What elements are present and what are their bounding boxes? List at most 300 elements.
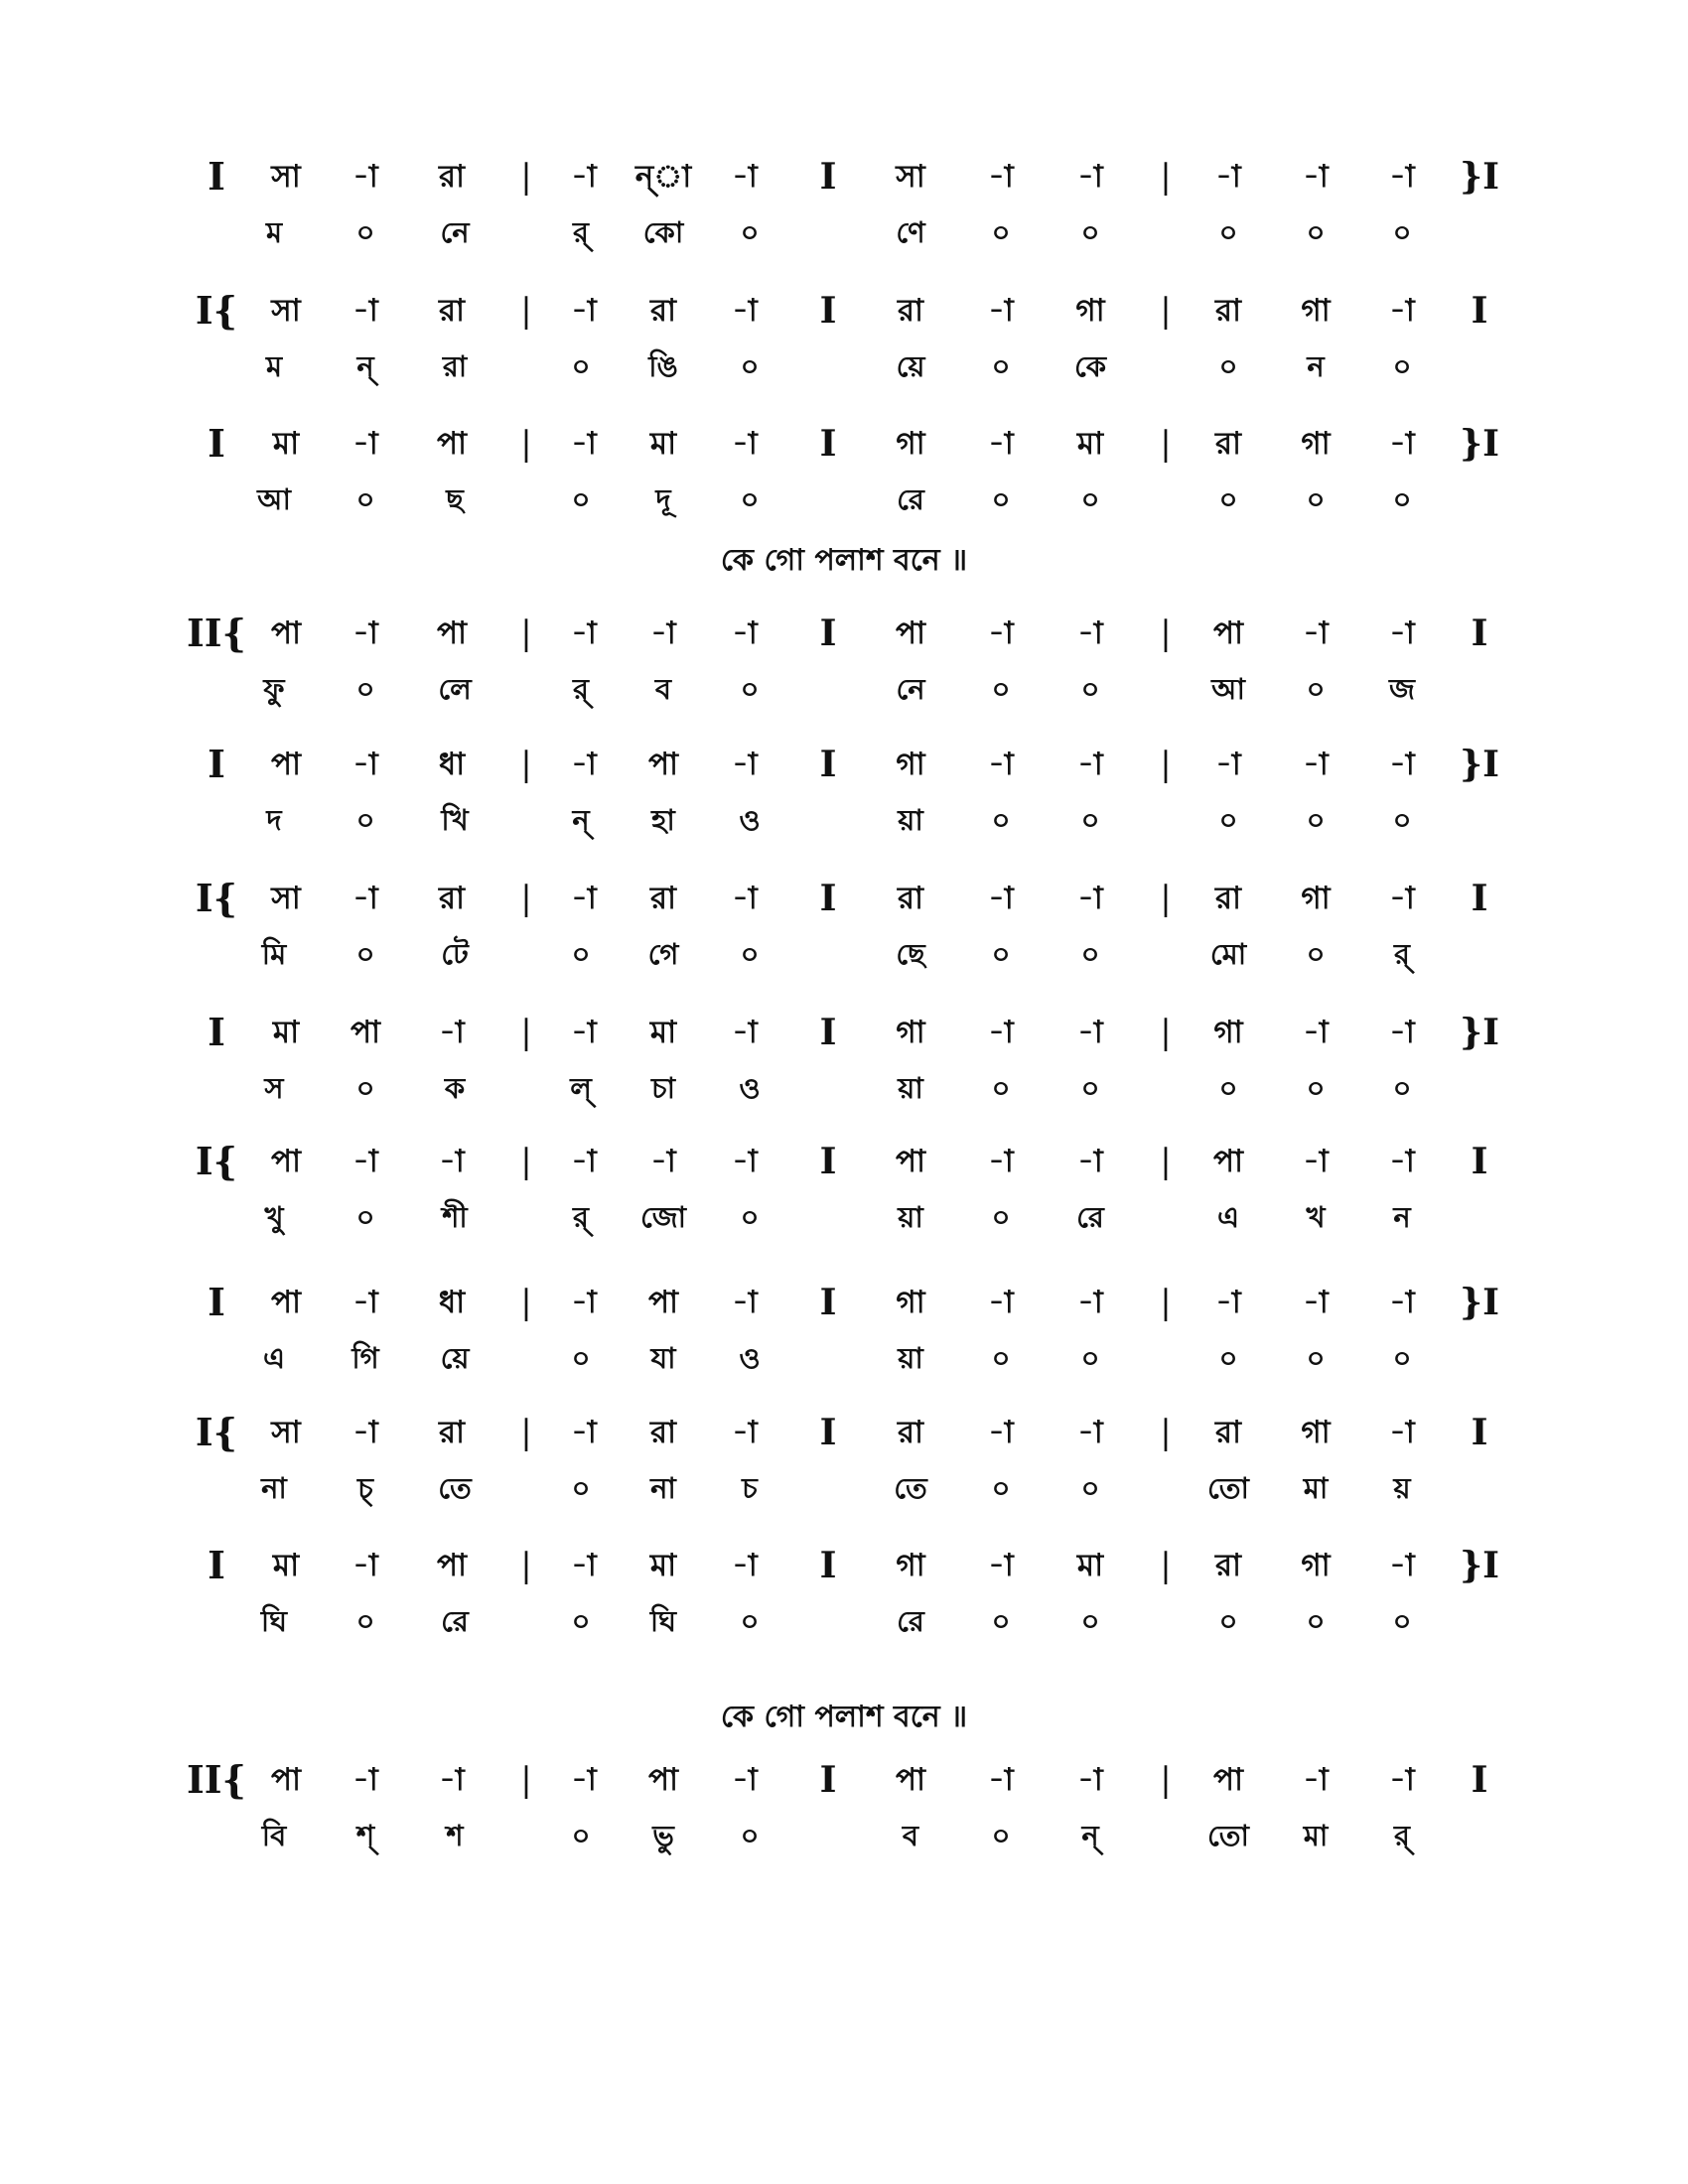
swara-note: -া xyxy=(732,293,758,329)
notation-system xyxy=(0,288,1688,390)
swara-note: -া xyxy=(571,159,597,195)
swara-note: -া xyxy=(732,881,758,916)
lyric-syllable: ০ xyxy=(991,349,1011,383)
lyric-syllable: র্ xyxy=(1394,1819,1410,1852)
notation-system xyxy=(0,742,1688,844)
end-barline: }I xyxy=(1460,744,1499,785)
lyric-syllable: ০ xyxy=(1306,672,1326,706)
lyric-syllable: ০ xyxy=(991,672,1011,706)
swara-note: -া xyxy=(1303,159,1329,195)
notation-system xyxy=(0,1010,1688,1112)
swara-note: গা xyxy=(1301,1548,1331,1583)
swara-note: গা xyxy=(896,426,925,462)
lyric-syllable: য়া xyxy=(898,1071,923,1105)
swara-note: গা xyxy=(896,747,925,782)
start-barline: I xyxy=(208,421,225,466)
beat-divider: | xyxy=(1160,879,1172,918)
beat-divider: | xyxy=(520,1142,532,1181)
lyric-syllable: ০ xyxy=(1080,215,1100,249)
start-barline: I xyxy=(208,154,225,199)
notation-system xyxy=(0,876,1688,978)
lyric-syllable: আ xyxy=(1211,672,1245,706)
swara-note: -া xyxy=(1389,426,1415,462)
swara-note: -া xyxy=(1303,747,1329,782)
swara-note: -া xyxy=(352,1762,378,1798)
lyric-syllable: তে xyxy=(894,1471,927,1505)
swara-note: -া xyxy=(352,1548,378,1583)
swara-note: -া xyxy=(988,293,1014,329)
lyric-syllable: ০ xyxy=(1306,937,1326,971)
lyric-syllable: শী xyxy=(442,1200,468,1234)
lyric-syllable: ০ xyxy=(1392,215,1412,249)
lyric-syllable: রে xyxy=(441,1604,469,1638)
swara-note: -া xyxy=(988,1285,1014,1320)
start-barline: I xyxy=(208,1543,225,1587)
notation-system xyxy=(0,154,1688,256)
swara-note: ন্া xyxy=(634,159,692,195)
swara-note: -া xyxy=(1077,747,1103,782)
section-barline: I xyxy=(819,1759,837,1801)
section-barline: I xyxy=(819,290,837,332)
swara-note: -া xyxy=(571,293,597,329)
end-barline: I xyxy=(1471,1759,1488,1801)
swara-note: -া xyxy=(1077,1762,1103,1798)
lyric-syllable: ০ xyxy=(1306,1341,1326,1375)
section-barline: I xyxy=(819,1012,837,1053)
beat-divider: | xyxy=(1160,1546,1172,1585)
beat-divider: | xyxy=(1160,291,1172,331)
beat-divider: | xyxy=(520,879,532,918)
swara-note: -া xyxy=(1077,1015,1103,1050)
swara-note: -া xyxy=(439,1762,465,1798)
swara-note: সা xyxy=(271,293,301,329)
lyric-syllable: চ xyxy=(742,1471,758,1505)
swara-note: রা xyxy=(1214,881,1242,916)
swara-note: রা xyxy=(438,1415,466,1450)
swara-note: পা xyxy=(270,1762,302,1798)
swara-note: গা xyxy=(1301,293,1331,329)
lyric-syllable: ও xyxy=(739,1341,761,1375)
lyric-syllable: যা xyxy=(650,1341,676,1375)
swara-note: রা xyxy=(1214,293,1242,329)
lyric-syllable: খু xyxy=(264,1200,284,1234)
lyric-syllable: ০ xyxy=(740,937,760,971)
section-barline: I xyxy=(819,423,837,465)
lyric-syllable: ০ xyxy=(1080,482,1100,516)
lyric-syllable: ০ xyxy=(740,215,760,249)
swara-note: পা xyxy=(1212,1144,1244,1179)
swara-note: পা xyxy=(1212,615,1244,651)
lyric-syllable: ০ xyxy=(355,482,375,516)
lyric-syllable: মো xyxy=(1209,937,1247,971)
beat-divider: | xyxy=(1160,157,1172,197)
swara-note: -া xyxy=(732,1015,758,1050)
swara-note: রা xyxy=(438,293,466,329)
lyric-syllable: ০ xyxy=(740,1819,760,1852)
lyric-syllable: ছে xyxy=(896,937,925,971)
swara-note: -া xyxy=(988,1762,1014,1798)
lyric-syllable: শ্ xyxy=(355,1819,375,1852)
lyric-syllable: ০ xyxy=(355,937,375,971)
end-barline: I xyxy=(1471,613,1488,654)
swara-note: -া xyxy=(988,159,1014,195)
lyric-syllable: ০ xyxy=(1218,1604,1238,1638)
lyric-syllable: শ xyxy=(446,1819,464,1852)
lyric-syllable: খি xyxy=(441,803,469,837)
beat-divider: | xyxy=(1160,1142,1172,1181)
beat-divider: | xyxy=(520,1760,532,1800)
swara-note: -া xyxy=(352,159,378,195)
swara-note: রা xyxy=(897,1415,924,1450)
lyric-syllable: ০ xyxy=(1392,482,1412,516)
beat-divider: | xyxy=(520,157,532,197)
swara-note: গা xyxy=(896,1015,925,1050)
lyric-syllable: য়া xyxy=(898,803,923,837)
swara-note: -া xyxy=(732,1285,758,1320)
section-barline: I xyxy=(819,1412,837,1453)
swara-note: -া xyxy=(1389,1548,1415,1583)
swara-note: পা xyxy=(436,1548,468,1583)
section-barline: I xyxy=(819,1141,837,1182)
swara-note: সা xyxy=(271,1415,301,1450)
lyric-syllable: ০ xyxy=(1080,803,1100,837)
swara-note: -া xyxy=(732,1144,758,1179)
swara-note: -া xyxy=(732,1415,758,1450)
lyric-syllable: র্ xyxy=(573,1200,589,1234)
lyric-syllable: ০ xyxy=(1218,215,1238,249)
lyric-syllable: রে xyxy=(897,482,924,516)
lyric-syllable: ০ xyxy=(1392,1341,1412,1375)
lyric-syllable: ০ xyxy=(1306,1604,1326,1638)
lyric-syllable: ০ xyxy=(571,1604,591,1638)
lyric-syllable: তো xyxy=(1207,1471,1249,1505)
lyric-syllable: আ xyxy=(257,482,291,516)
lyric-syllable: ০ xyxy=(991,1200,1011,1234)
swara-note: -া xyxy=(571,1015,597,1050)
swara-note: -া xyxy=(352,1415,378,1450)
swara-note: -া xyxy=(732,426,758,462)
beat-divider: | xyxy=(1160,1760,1172,1800)
beat-divider: | xyxy=(1160,1413,1172,1452)
swara-note: পা xyxy=(436,426,468,462)
lyric-syllable: চা xyxy=(650,1071,676,1105)
notation-system xyxy=(0,421,1688,523)
swara-note: -া xyxy=(1077,1415,1103,1450)
swara-note: -া xyxy=(352,881,378,916)
swara-note: -া xyxy=(1389,293,1415,329)
lyric-syllable: কে xyxy=(1073,349,1107,383)
lyric-syllable: ০ xyxy=(1392,349,1412,383)
end-barline: }I xyxy=(1460,156,1499,198)
lyric-syllable: ০ xyxy=(355,215,375,249)
swara-note: ধা xyxy=(438,747,466,782)
section-barline: I xyxy=(819,613,837,654)
swara-note: পা xyxy=(647,1285,679,1320)
beat-divider: | xyxy=(520,291,532,331)
swara-note: -া xyxy=(1389,881,1415,916)
swara-note: -া xyxy=(1077,615,1103,651)
swara-note: -া xyxy=(571,1415,597,1450)
lyric-syllable: ০ xyxy=(991,937,1011,971)
lyric-syllable: টে xyxy=(441,937,469,971)
swara-note: পা xyxy=(270,747,302,782)
start-barline: II{ xyxy=(187,1757,246,1802)
lyric-syllable: ল্ xyxy=(570,1071,592,1105)
swara-note: -া xyxy=(571,747,597,782)
lyric-syllable: ০ xyxy=(991,1341,1011,1375)
lyric-syllable: ০ xyxy=(571,937,591,971)
lyric-syllable: ০ xyxy=(1218,1071,1238,1105)
lyric-syllable: য়ে xyxy=(896,349,925,383)
beat-divider: | xyxy=(1160,424,1172,464)
swara-note: -া xyxy=(988,426,1014,462)
swara-note: রা xyxy=(897,293,924,329)
swara-note: পা xyxy=(1212,1762,1244,1798)
swara-note: -া xyxy=(571,1762,597,1798)
lyric-syllable: ম xyxy=(265,349,283,383)
swara-note: রা xyxy=(438,159,466,195)
swara-note: রা xyxy=(897,881,924,916)
lyric-syllable: ০ xyxy=(740,349,760,383)
lyric-syllable: য়া xyxy=(898,1200,923,1234)
beat-divider: | xyxy=(1160,745,1172,784)
lyric-syllable: ০ xyxy=(571,1819,591,1852)
start-barline: I xyxy=(208,1280,225,1324)
swara-note: রা xyxy=(649,293,677,329)
section-barline: I xyxy=(819,156,837,198)
swara-note: পা xyxy=(895,1762,926,1798)
lyric-syllable: ন্ xyxy=(1081,1819,1099,1852)
swara-note: -া xyxy=(650,1144,676,1179)
beat-divider: | xyxy=(520,1013,532,1052)
swara-note: -া xyxy=(1389,159,1415,195)
swara-note: -া xyxy=(1389,1762,1415,1798)
beat-divider: | xyxy=(1160,1283,1172,1322)
swara-note: সা xyxy=(896,159,925,195)
lyric-syllable: দ xyxy=(266,803,282,837)
lyric-syllable: না xyxy=(650,1471,676,1505)
lyric-syllable: ০ xyxy=(1392,803,1412,837)
section-barline: I xyxy=(819,878,837,919)
swara-note: -া xyxy=(1077,159,1103,195)
lyric-syllable: ও xyxy=(739,803,761,837)
lyric-syllable: নে xyxy=(896,672,925,706)
swara-note: -া xyxy=(571,1285,597,1320)
swara-note: -া xyxy=(1389,1415,1415,1450)
notation-system xyxy=(0,1757,1688,1859)
swara-note: পা xyxy=(270,1144,302,1179)
swara-note: -া xyxy=(1077,1144,1103,1179)
lyric-syllable: মা xyxy=(1303,1471,1329,1505)
swara-note: রা xyxy=(649,881,677,916)
lyric-syllable: ০ xyxy=(1306,215,1326,249)
swara-note: -া xyxy=(352,747,378,782)
beat-divider: | xyxy=(520,745,532,784)
swara-note: পা xyxy=(270,1285,302,1320)
lyric-syllable: রে xyxy=(1076,1200,1104,1234)
lyric-syllable: ০ xyxy=(571,1471,591,1505)
lyric-syllable: ন্ xyxy=(572,803,590,837)
swara-note: মা xyxy=(649,1015,677,1050)
swara-note: পা xyxy=(270,615,302,651)
lyric-syllable: ০ xyxy=(740,672,760,706)
beat-divider: | xyxy=(520,1413,532,1452)
lyric-syllable: র্ xyxy=(1394,937,1410,971)
swara-note: -া xyxy=(732,159,758,195)
swara-note: রা xyxy=(438,881,466,916)
lyric-syllable: জো xyxy=(639,1200,687,1234)
beat-divider: | xyxy=(1160,1013,1172,1052)
section-barline: I xyxy=(819,1545,837,1586)
swara-note: রা xyxy=(1214,1415,1242,1450)
refrain-line: কে গো পলাশ বনে ॥ xyxy=(720,1700,968,1734)
swara-note: -া xyxy=(352,426,378,462)
lyric-syllable: ম xyxy=(265,215,283,249)
notation-system xyxy=(0,1280,1688,1382)
lyric-syllable: ০ xyxy=(740,482,760,516)
lyric-syllable: ০ xyxy=(740,1200,760,1234)
swara-note: -া xyxy=(988,615,1014,651)
swara-note: -া xyxy=(732,747,758,782)
swara-note: -া xyxy=(352,293,378,329)
lyric-syllable: ০ xyxy=(1218,1341,1238,1375)
lyric-syllable: স xyxy=(264,1071,284,1105)
swara-note: গা xyxy=(896,1285,925,1320)
lyric-syllable: ০ xyxy=(1080,672,1100,706)
swara-note: -া xyxy=(1215,1285,1241,1320)
swara-note: -া xyxy=(1303,1762,1329,1798)
lyric-syllable: বি xyxy=(261,1819,287,1852)
lyric-syllable: ক xyxy=(444,1071,466,1105)
lyric-syllable: য় xyxy=(1393,1471,1411,1505)
swara-note: মা xyxy=(1076,1548,1104,1583)
lyric-syllable: ব xyxy=(654,672,672,706)
swara-note: -া xyxy=(1303,1144,1329,1179)
lyric-syllable: ০ xyxy=(571,349,591,383)
lyric-syllable: ০ xyxy=(1306,803,1326,837)
lyric-syllable: রে xyxy=(897,1604,924,1638)
swara-note: -া xyxy=(352,615,378,651)
lyric-syllable: ০ xyxy=(991,803,1011,837)
lyric-syllable: ০ xyxy=(1080,1471,1100,1505)
swara-note: গা xyxy=(1301,881,1331,916)
start-barline: I{ xyxy=(195,1139,238,1183)
start-barline: I xyxy=(208,1010,225,1054)
swara-note: গা xyxy=(1213,1015,1243,1050)
refrain-line: কে গো পলাশ বনে ॥ xyxy=(720,543,968,578)
start-barline: II{ xyxy=(187,611,246,655)
swara-note: রা xyxy=(1214,426,1242,462)
lyric-syllable: ০ xyxy=(571,482,591,516)
swara-note: -া xyxy=(1215,159,1241,195)
end-barline: I xyxy=(1471,1412,1488,1453)
swara-note: -া xyxy=(1303,1015,1329,1050)
start-barline: I{ xyxy=(195,1410,238,1454)
swara-note: গা xyxy=(896,1548,925,1583)
lyric-syllable: তে xyxy=(438,1471,472,1505)
swara-note: -া xyxy=(352,1144,378,1179)
lyric-syllable: ০ xyxy=(355,672,375,706)
swara-note: -া xyxy=(571,615,597,651)
swara-note: -া xyxy=(1389,1144,1415,1179)
lyric-syllable: ০ xyxy=(1080,937,1100,971)
lyric-syllable: ন xyxy=(1393,1200,1411,1234)
swara-note: -া xyxy=(352,1285,378,1320)
lyric-syllable: ০ xyxy=(740,1604,760,1638)
lyric-syllable: য়া xyxy=(898,1341,923,1375)
lyric-syllable: ভু xyxy=(652,1819,674,1852)
swara-note: -া xyxy=(1389,615,1415,651)
swara-note: -া xyxy=(1303,615,1329,651)
lyric-syllable: ন xyxy=(1307,349,1325,383)
swara-note: গা xyxy=(1301,426,1331,462)
lyric-syllable: রা xyxy=(442,349,468,383)
swara-note: রা xyxy=(1214,1548,1242,1583)
lyric-syllable: ঘি xyxy=(649,1604,677,1638)
swara-note: -া xyxy=(988,1415,1014,1450)
swara-note: -া xyxy=(1389,1015,1415,1050)
swara-note: পা xyxy=(647,1762,679,1798)
swara-note: -া xyxy=(1303,1285,1329,1320)
lyric-syllable: তো xyxy=(1207,1819,1249,1852)
swara-note: -া xyxy=(1077,881,1103,916)
lyric-syllable: ০ xyxy=(991,1471,1011,1505)
lyric-syllable: ০ xyxy=(991,1819,1011,1852)
lyric-syllable: য়ে xyxy=(440,1341,470,1375)
swara-note: -া xyxy=(1389,1285,1415,1320)
lyric-syllable: ফু xyxy=(263,672,285,706)
swara-note: সা xyxy=(271,159,301,195)
swara-note: মা xyxy=(649,1548,677,1583)
swara-note: পা xyxy=(436,615,468,651)
end-barline: I xyxy=(1471,878,1488,919)
lyric-syllable: ও xyxy=(739,1071,761,1105)
lyric-syllable: ০ xyxy=(991,1071,1011,1105)
end-barline: I xyxy=(1471,1141,1488,1182)
beat-divider: | xyxy=(520,1546,532,1585)
lyric-syllable: এ xyxy=(262,1341,286,1375)
lyric-syllable: না xyxy=(261,1471,287,1505)
lyric-syllable: চ্ xyxy=(357,1471,373,1505)
beat-divider: | xyxy=(1160,614,1172,653)
swara-note: -া xyxy=(988,747,1014,782)
swara-note: -া xyxy=(1389,747,1415,782)
swara-note: গা xyxy=(1075,293,1105,329)
lyric-syllable: ন্ xyxy=(356,349,374,383)
lyric-syllable: জ xyxy=(1389,672,1415,706)
swara-note: মা xyxy=(272,426,300,462)
lyric-syllable: ঘি xyxy=(260,1604,288,1638)
swara-note: -া xyxy=(650,615,676,651)
notation-system xyxy=(0,611,1688,713)
lyric-syllable: গি xyxy=(352,1341,379,1375)
swara-note: -া xyxy=(1077,1285,1103,1320)
swara-note: মা xyxy=(272,1015,300,1050)
lyric-syllable: ০ xyxy=(1392,1071,1412,1105)
swara-note: -া xyxy=(988,881,1014,916)
lyric-syllable: ০ xyxy=(991,482,1011,516)
notation-system xyxy=(0,1543,1688,1645)
end-barline: I xyxy=(1471,290,1488,332)
swara-note: -া xyxy=(439,1144,465,1179)
lyric-syllable: ০ xyxy=(571,1341,591,1375)
lyric-syllable: ০ xyxy=(1306,482,1326,516)
beat-divider: | xyxy=(520,614,532,653)
lyric-syllable: ছ xyxy=(446,482,464,516)
swara-note: ধা xyxy=(438,1285,466,1320)
end-barline: }I xyxy=(1460,1012,1499,1053)
swara-note: মা xyxy=(649,426,677,462)
